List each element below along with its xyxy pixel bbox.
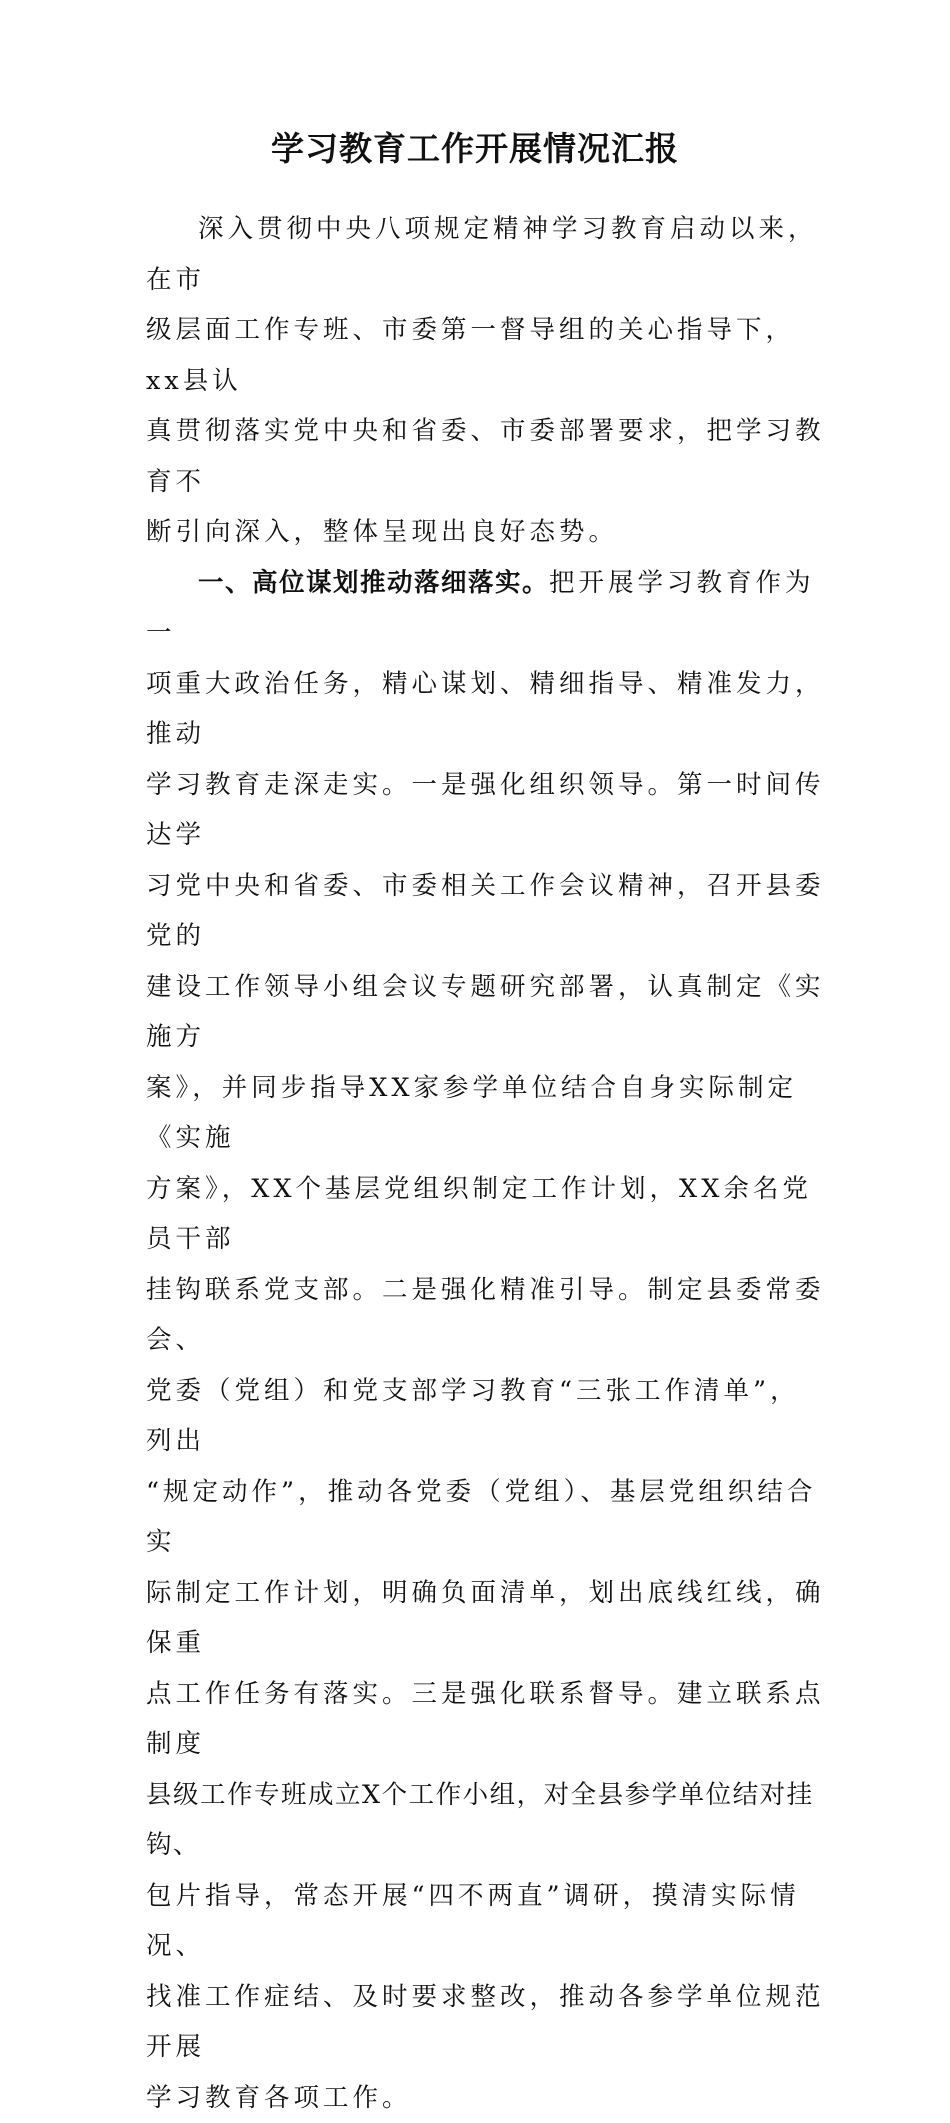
intro-line-1: 深入贯彻中央八项规定精神学习教育启动以来，在市 [146, 214, 818, 295]
document-title: 学习教育工作开展情况汇报 [0, 124, 950, 174]
intro-line-4: 断引向深入，整体呈现出良好态势。 [146, 517, 618, 547]
intro-paragraph [146, 204, 826, 558]
section-one-line-8: 挂钩联系党支部。二是强化精准引导。制定县委常委会、 [146, 1275, 825, 1356]
document-body [146, 204, 826, 2123]
section-one-line-3: 学习教育走深走实。一是强化组织领导。第一时间传达学 [146, 770, 825, 851]
section-one-line-7: 方案》，XX个基层党组织制定工作计划，XX余名党员干部 [146, 1174, 812, 1255]
intro-line-3: 真贯彻落实党中央和省委、市委部署要求，把学习教育不 [146, 416, 825, 497]
section-one-line-15: 找准工作症结、及时要求整改，推动各参学单位规范开展 [146, 1982, 825, 2063]
section-one-line-13: 县级工作专班成立X个工作小组，对全县参学单位结对挂钩、 [146, 1780, 814, 1861]
section-one-line-9: 党委（党组）和党支部学习教育“三张工作清单”，列出 [146, 1376, 800, 1457]
section-one-heading: 一、高位谋划推动落细落实。 [198, 568, 549, 598]
section-one-line-5: 建设工作领导小组会议专题研究部署，认真制定《实施方 [146, 972, 825, 1053]
section-one-line-16: 学习教育各项工作。 [146, 2083, 412, 2113]
section-one-line-14: 包片指导，常态开展“四不两直”调研，摸清实际情况、 [146, 1881, 800, 1962]
intro-line-2: 级层面工作专班、市委第一督导组的关心指导下，xx县认 [146, 315, 795, 396]
section-one-line-4: 习党中央和省委、市委相关工作会议精神，召开县委党的 [146, 871, 825, 952]
section-one-line-12: 点工作任务有落实。三是强化联系督导。建立联系点制度 [146, 1679, 825, 1760]
section-one-line-6: 案》，并同步指导XX家参学单位结合自身实际制定《实施 [146, 1073, 797, 1154]
section-one-line-1: 把开展学习教育作为一 [146, 568, 815, 649]
section-one-line-10: “规定动作”，推动各党委（党组）、基层党组织结合实 [146, 1477, 816, 1558]
section-one-line-2: 项重大政治任务，精心谋划、精细指导、精准发力，推动 [146, 669, 825, 750]
section-one-paragraph [146, 558, 826, 2123]
section-one-line-11: 际制定工作计划，明确负面清单，划出底线红线，确保重 [146, 1578, 825, 1659]
